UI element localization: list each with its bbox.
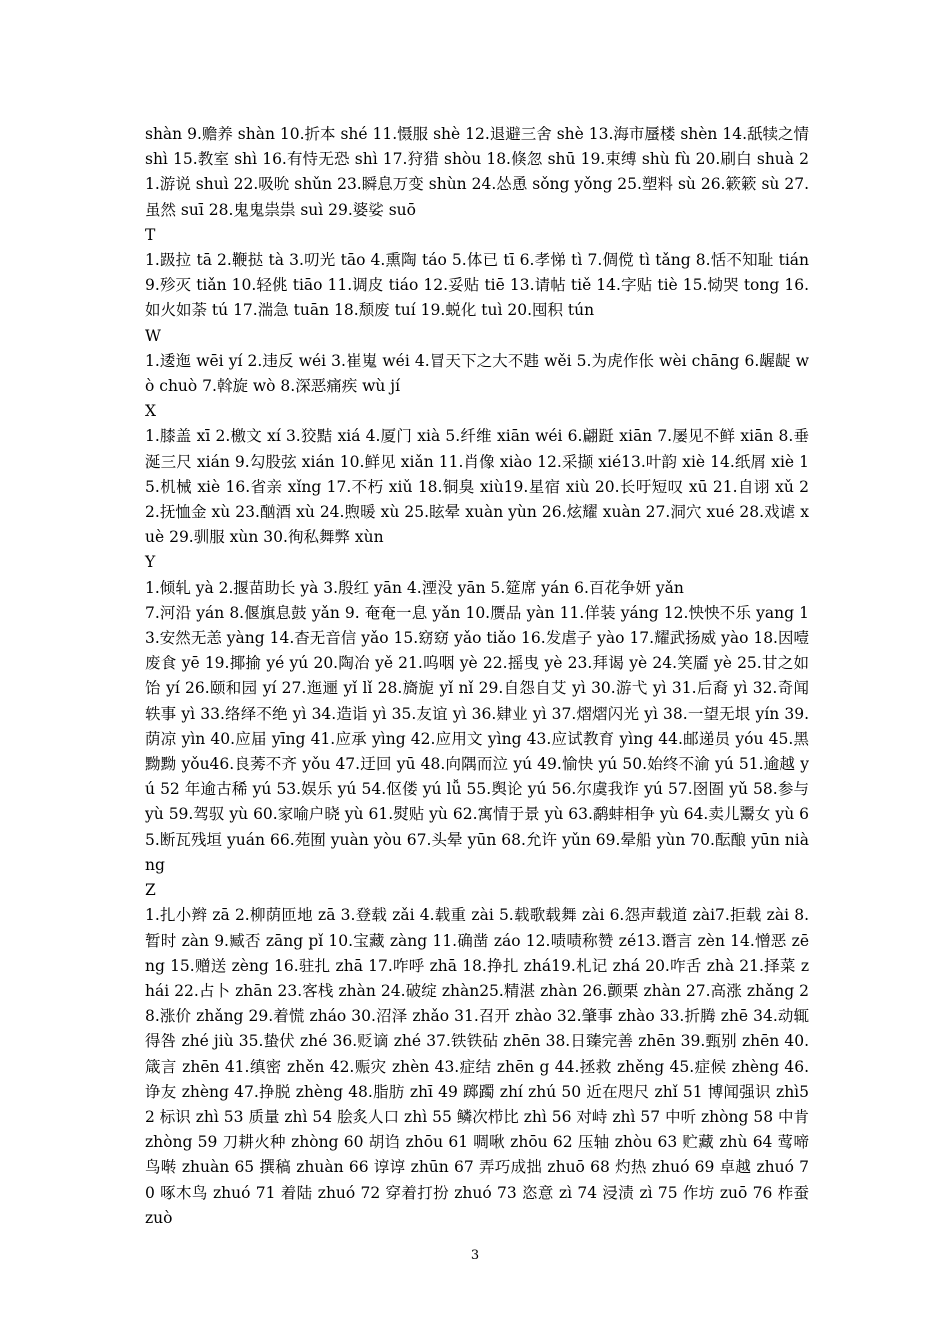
page-number: 3 xyxy=(470,1248,480,1263)
paragraph-y-2: 7.河沿 yán 8.偃旗息鼓 yǎn 9. 奄奄一息 yǎn 10.赝品 yàn 11.佯装 yáng 12.怏怏不乐 yang 13.安然无恙 yàng 14.杳无音信 yǎo 15.窈窈 yǎo tiǎo 16.发虐子 yào 17.耀武扬威 yào 18.因噎废食 yē 19.揶揄 yé yú 20.陶冶 yě 21.呜咽 yè 22.摇曳 yè 23.拜谒 yè 24.笑靥 yè 25.甘之如饴 yí 26.颐和园 yí 27.迤逦 yǐ lǐ 28.旖旎 yǐ nǐ 29.自怨自艾 yì 30.游弋 yì 31.后裔 yì 32.奇闻轶事 yì 33.络绎不绝 yì 34.造诣 yì 35.友谊 yì 36.肄业 yì 37.熠熠闪光 yì 38.一望无垠 yín 39.荫凉 yìn 40.应届 yīng 41.应承 yìng 42.应用文 yìng 43.应试教育 yìng 44.邮递员 yóu 45.黑黝黝 yǒu46.良莠不齐 yǒu 47.迂回 yū 48.向隅而泣 yú 49.愉快 yú 50.始终不渝 yú 51.逾越 yú 52 年逾古稀 yú 53.娱乐 yú 54.伛偻 yú lǚ 55.舆论 yú 56.尔虞我诈 yú 57.囹圄 yǔ 58.参与 yù 59.驾驭 yù 60.家喻户晓 yù 61.熨贴 yù 62.寓情于景 yù 63.鹬蚌相争 yù 64.卖儿鬻女 yù 65.断瓦残垣 yuán 66.苑囿 yuàn yòu 67.头晕 yūn 68.允许 yǔn 69.晕船 yùn 70.酝酿 yūn niàng xyxy=(145,603,809,874)
paragraph-y-1: 1.倾轧 yà 2.揠苗助长 yà 3.殷红 yān 4.湮没 yān 5.筵席 yán 6.百花争妍 yǎn xyxy=(145,578,684,597)
paragraph-s-continued: shàn 9.赡养 shàn 10.折本 shé 11.慑服 shè 12.退避三舍 shè 13.海市蜃楼 shèn 14.舐犊之情 shì 15.教室 shì 16.有恃无恐 shì 17.狩猎 shòu 18.倏忽 shū 19.束缚 shù fù 20.刷白 shuà 21.游说 shuì 22.吸吮 shǔn 23.瞬息万变 shùn 24.怂恿 sǒng yǒng 25.塑料 sù 26.簌簌 sù 27.虽然 suī 28.鬼鬼祟祟 suì 29.婆娑 suō xyxy=(145,125,809,219)
paragraph-w: 1.逶迤 wēi yí 2.违反 wéi 3.崔嵬 wéi 4.冒天下之大不韪 wěi 5.为虎作伥 wèi chāng 6.龌龊 wò chuò 7.斡旋 wò 8.深恶痛疾 wù jí xyxy=(145,351,809,396)
section-letter-z: Z xyxy=(145,881,156,900)
section-letter-t: T xyxy=(145,225,156,244)
paragraph-t: 1.趿拉 tā 2.鞭挞 tà 3.叨光 tāo 4.熏陶 táo 5.体已 tī 6.孝悌 tì 7.倜傥 tì tǎng 8.恬不知耻 tián 9.殄灭 tiǎn 10.轻佻 tiāo 11.调皮 tiáo 12.妥贴 tiē 13.请帖 tiě 14.字贴 tiè 15.恸哭 tong 16.如火如荼 tú 17.湍急 tuān 18.颓废 tuí 19.蜕化 tuì 20.囤积 tún xyxy=(145,251,809,320)
section-letter-y: Y xyxy=(145,553,156,572)
paragraph-z: 1.扎小辫 zā 2.柳荫匝地 zā 3.登载 zǎi 4.载重 zài 5.载歌载舞 zài 6.怨声载道 zài7.拒载 zài 8.暂时 zàn 9.臧否 zāng pǐ 10.宝藏 zàng 11.确凿 záo 12.啧啧称赞 zé13.谮言 zèn 14.憎恶 zēng 15.赠送 zèng 16.驻扎 zhā 17.咋呼 zhā 18.挣扎 zhá19.札记 zhá 20.咋舌 zhà 21.择菜 zhái 22.占卜 zhān 23.客栈 zhàn 24.破绽 zhàn25.精湛 zhàn 26.颤栗 zhàn 27.高涨 zhǎng 28.涨价 zhǎng 29.着慌 zháo 30.沼泽 zhǎo 31.召开 zhào 32.肇事 zhào 33.折腾 zhē 34.动辄得咎 zhé jiù 35.蛰伏 zhé 36.贬谪 zhé 37.铁铁砧 zhēn 38.日臻完善 zhēn 39.甄别 zhēn 40.箴言 zhēn 41.缜密 zhěn 42.赈灾 zhèn 43.症结 zhēn g 44.拯救 zhěng 45.症候 zhèng 46.诤友 zhèng 47.挣脱 zhèng 48.脂肪 zhī 49 踯躅 zhí zhú 50 近在咫尺 zhǐ 51 博闻强识 zhì52 标识 zhì 53 质量 zhì 54 脍炙人口 zhì 55 鳞次栉比 zhì 56 对峙 zhì 57 中听 zhòng 58 中肯 zhòng 59 刀耕火种 zhòng 60 胡诌 zhōu 61 啁啾 zhōu 62 压轴 zhòu 63 贮藏 zhù 64 莺啼鸟啭 zhuàn 65 撰稿 zhuàn 66 谆谆 zhūn 67 弄巧成拙 zhuō 68 灼热 zhuó 69 卓越 zhuó 70 啄木鸟 zhuó 71 着陆 zhuó 72 穿着打扮 zhuó 73 恣意 zì 74 浸渍 zì 75 作坊 zuō 76 柞蚕 zuò xyxy=(145,906,809,1227)
section-letter-w: W xyxy=(145,326,161,345)
section-letter-x: X xyxy=(145,402,157,421)
document-body xyxy=(145,122,809,1231)
paragraph-x: 1.膝盖 xī 2.檄文 xí 3.狡黠 xiá 4.厦门 xià 5.纤维 xiān wéi 6.翩跹 xiān 7.屡见不鲜 xiān 8.垂涎三尺 xián 9.勾股弦 xián 10.鲜见 xiǎn 11.肖像 xiào 12.采撷 xié13.叶韵 xiè 14.纸屑 xiè 15.机械 xiè 16.省亲 xǐng 17.不朽 xiǔ 18.铜臭 xiù19.星宿 xiù 20.长吁短叹 xū 21.自诩 xǔ 22.抚恤金 xù 23.酗酒 xù 24.煦暖 xù 25.眩晕 xuàn yùn 26.炫耀 xuàn 27.洞穴 xué 28.戏谑 xuè 29.驯服 xùn 30.徇私舞弊 xùn xyxy=(145,427,809,547)
